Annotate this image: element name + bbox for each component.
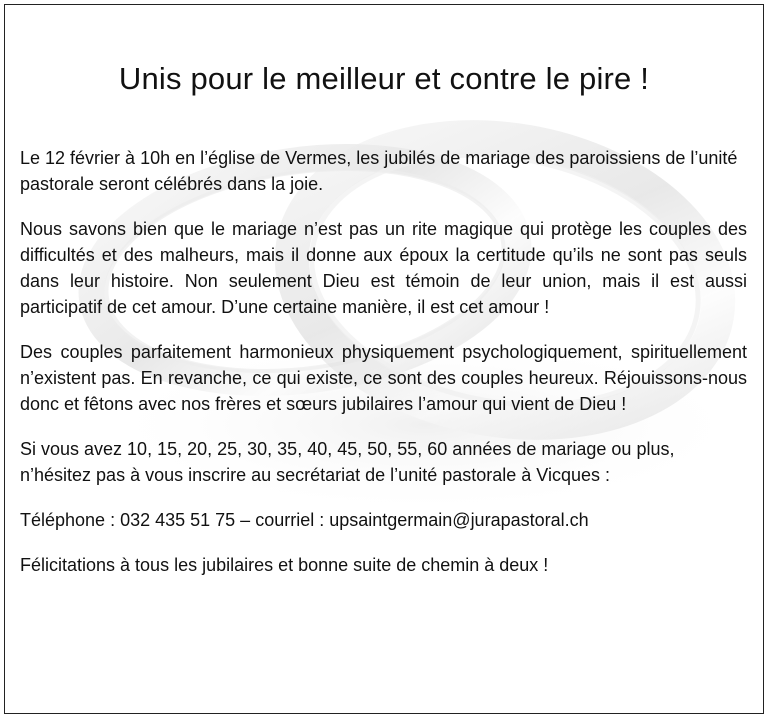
document-page: [4, 4, 764, 714]
registration-paragraph: Si vous avez 10, 15, 20, 25, 30, 35, 40, 45, 50, 55, 60 années de mariage ou plus, n’hésitez pas à vous inscrire au secrétariat de l’unité pastorale à Vicques :: [20, 439, 675, 485]
page-title: Unis pour le meilleur et contre le pire !: [118, 61, 650, 96]
couples-paragraph: Des couples parfaitement harmonieux physiquement psychologiquement, spirituellement n’existent pas. En revanche, ce qui existe, ce sont des couples heureux. Réjouissons-nous donc et fêtons avec nos frères et sœurs jubilaires l’amour qui vient de Dieu !: [20, 342, 747, 414]
contact-line: Téléphone : 032 435 51 75 – courriel : upsaintgermain@jurapastoral.ch: [20, 510, 589, 530]
congratulations-line: Félicitations à tous les jubilaires et bonne suite de chemin à deux !: [20, 555, 549, 575]
article-body: [20, 145, 747, 597]
marriage-paragraph: Nous savons bien que le mariage n’est pas un rite magique qui protège les couples des difficultés et des malheurs, mais il donne aux époux la certitude qu’ils ne sont pas seuls dans leur histoire. Non seulement Dieu est témoin de leur union, mais il est aussi participatif de cet amour. D’une certaine manière, il est cet amour !: [20, 219, 747, 317]
intro-paragraph: Le 12 février à 10h en l’église de Vermes, les jubilés de mariage des paroissiens de l’unité pastorale seront célébrés dans la joie.: [20, 148, 738, 194]
